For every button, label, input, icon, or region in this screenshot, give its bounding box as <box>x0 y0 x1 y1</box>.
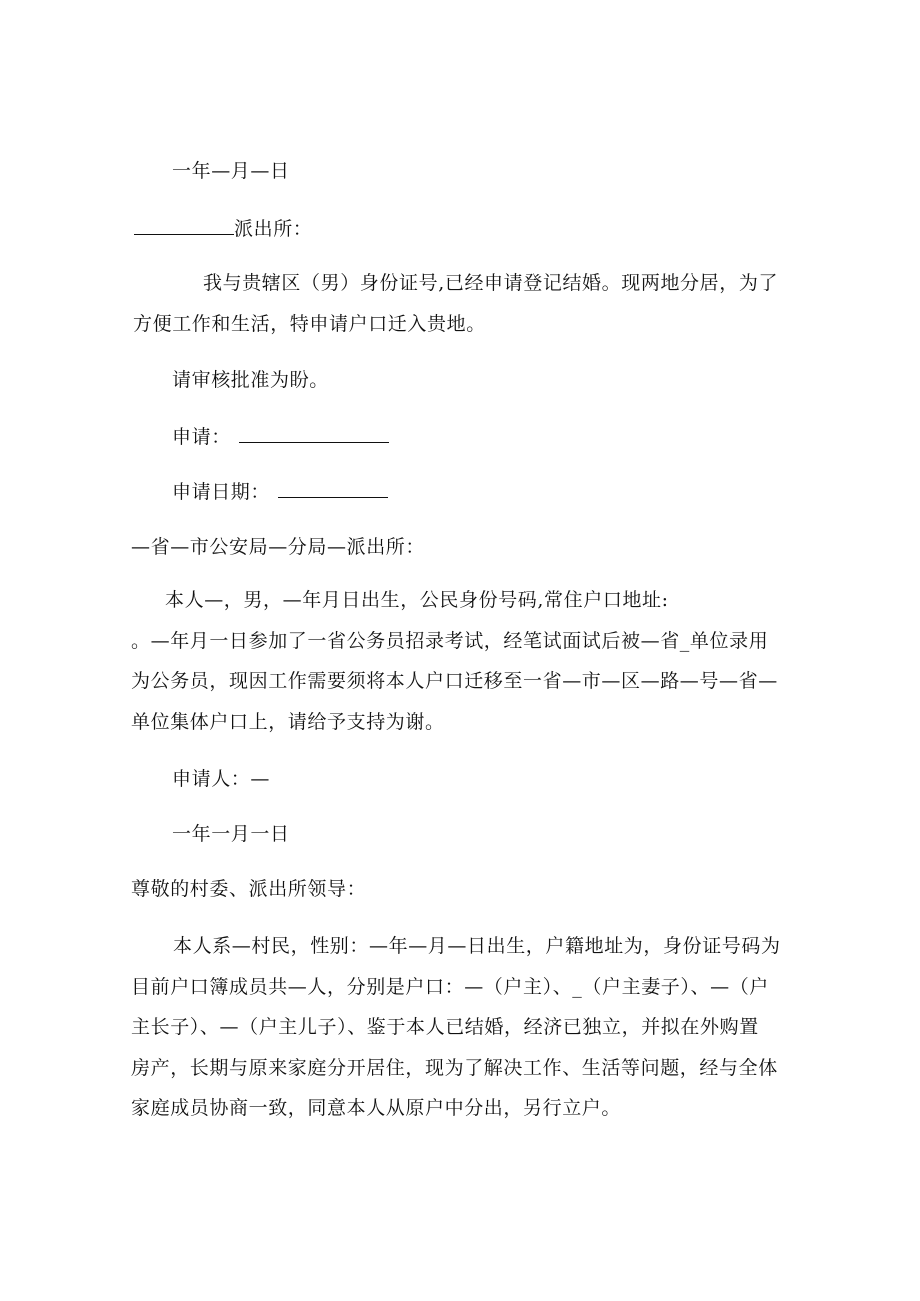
letter2-body-line-1: 本人—，男，—年月日出生，公民身份号码,常住户口地址: <box>165 589 669 611</box>
recipient-blank <box>134 216 234 235</box>
letter1-applicant <box>172 424 389 449</box>
letter1-recipient <box>134 216 312 241</box>
letter2-body-line-4: 单位集体户口上，请给予支持为谢。 <box>131 710 445 733</box>
letter2-body-line-2: 。—年月一日参加了一省公务员招录考试，经笔试面试后被—省_单位录用 <box>131 629 769 652</box>
letter1-date: 一年—月—日 <box>172 160 290 182</box>
letter3-body-line-4: 房产，长期与原来家庭分开居住，现为了解决工作、生活等问题，经与全体 <box>131 1056 778 1079</box>
letter1-body-line-2: 方便工作和生活，特申请户口迁入贵地。 <box>133 313 486 335</box>
letter2-date: 一年一月一日 <box>172 823 290 845</box>
letter3-body <box>131 926 781 1129</box>
letter2-recipient: —省—市公安局—分局—派出所： <box>131 536 426 558</box>
letter3-body-line-2: 目前户口簿成员共—人，分别是户口：—（户主）、_（户主妻子）、—（户 <box>131 975 769 998</box>
letter3-body-line-5: 家庭成员协商一致，同意本人从原户中分出，另行立户。 <box>131 1097 622 1119</box>
letter2-body <box>131 580 778 742</box>
letter1-date-field <box>172 479 388 504</box>
letter1-recipient-suffix: 派出所： <box>234 218 313 240</box>
letter2-applicant: 申请人：— <box>172 768 271 790</box>
letter3-body-line-3: 主长子）、—（户主儿子）、鉴于本人已结婚，经济已独立，并拟在外购置 <box>131 1016 759 1038</box>
letter3-salutation: 尊敬的村委、派出所领导： <box>131 878 367 900</box>
date-label: 申请日期： <box>172 481 271 503</box>
letter1-body-line-1: 我与贵辖区（男）身份证号,已经申请登记结婚。现两地分居，为了 <box>203 272 779 294</box>
letter2-body-line-3: 为公务员，现因工作需要须将本人户口迁移至一省—市—区—路—号—省— <box>131 670 778 692</box>
letter3-body-line-1: 本人系—村民，性别：—年—月—日出生，户籍地址为，身份证号码为 <box>173 935 781 957</box>
applicant-label: 申请： <box>172 426 231 448</box>
letter1-request: 请审核批准为盼。 <box>172 369 329 391</box>
date-blank <box>278 479 388 498</box>
applicant-blank <box>239 424 389 443</box>
